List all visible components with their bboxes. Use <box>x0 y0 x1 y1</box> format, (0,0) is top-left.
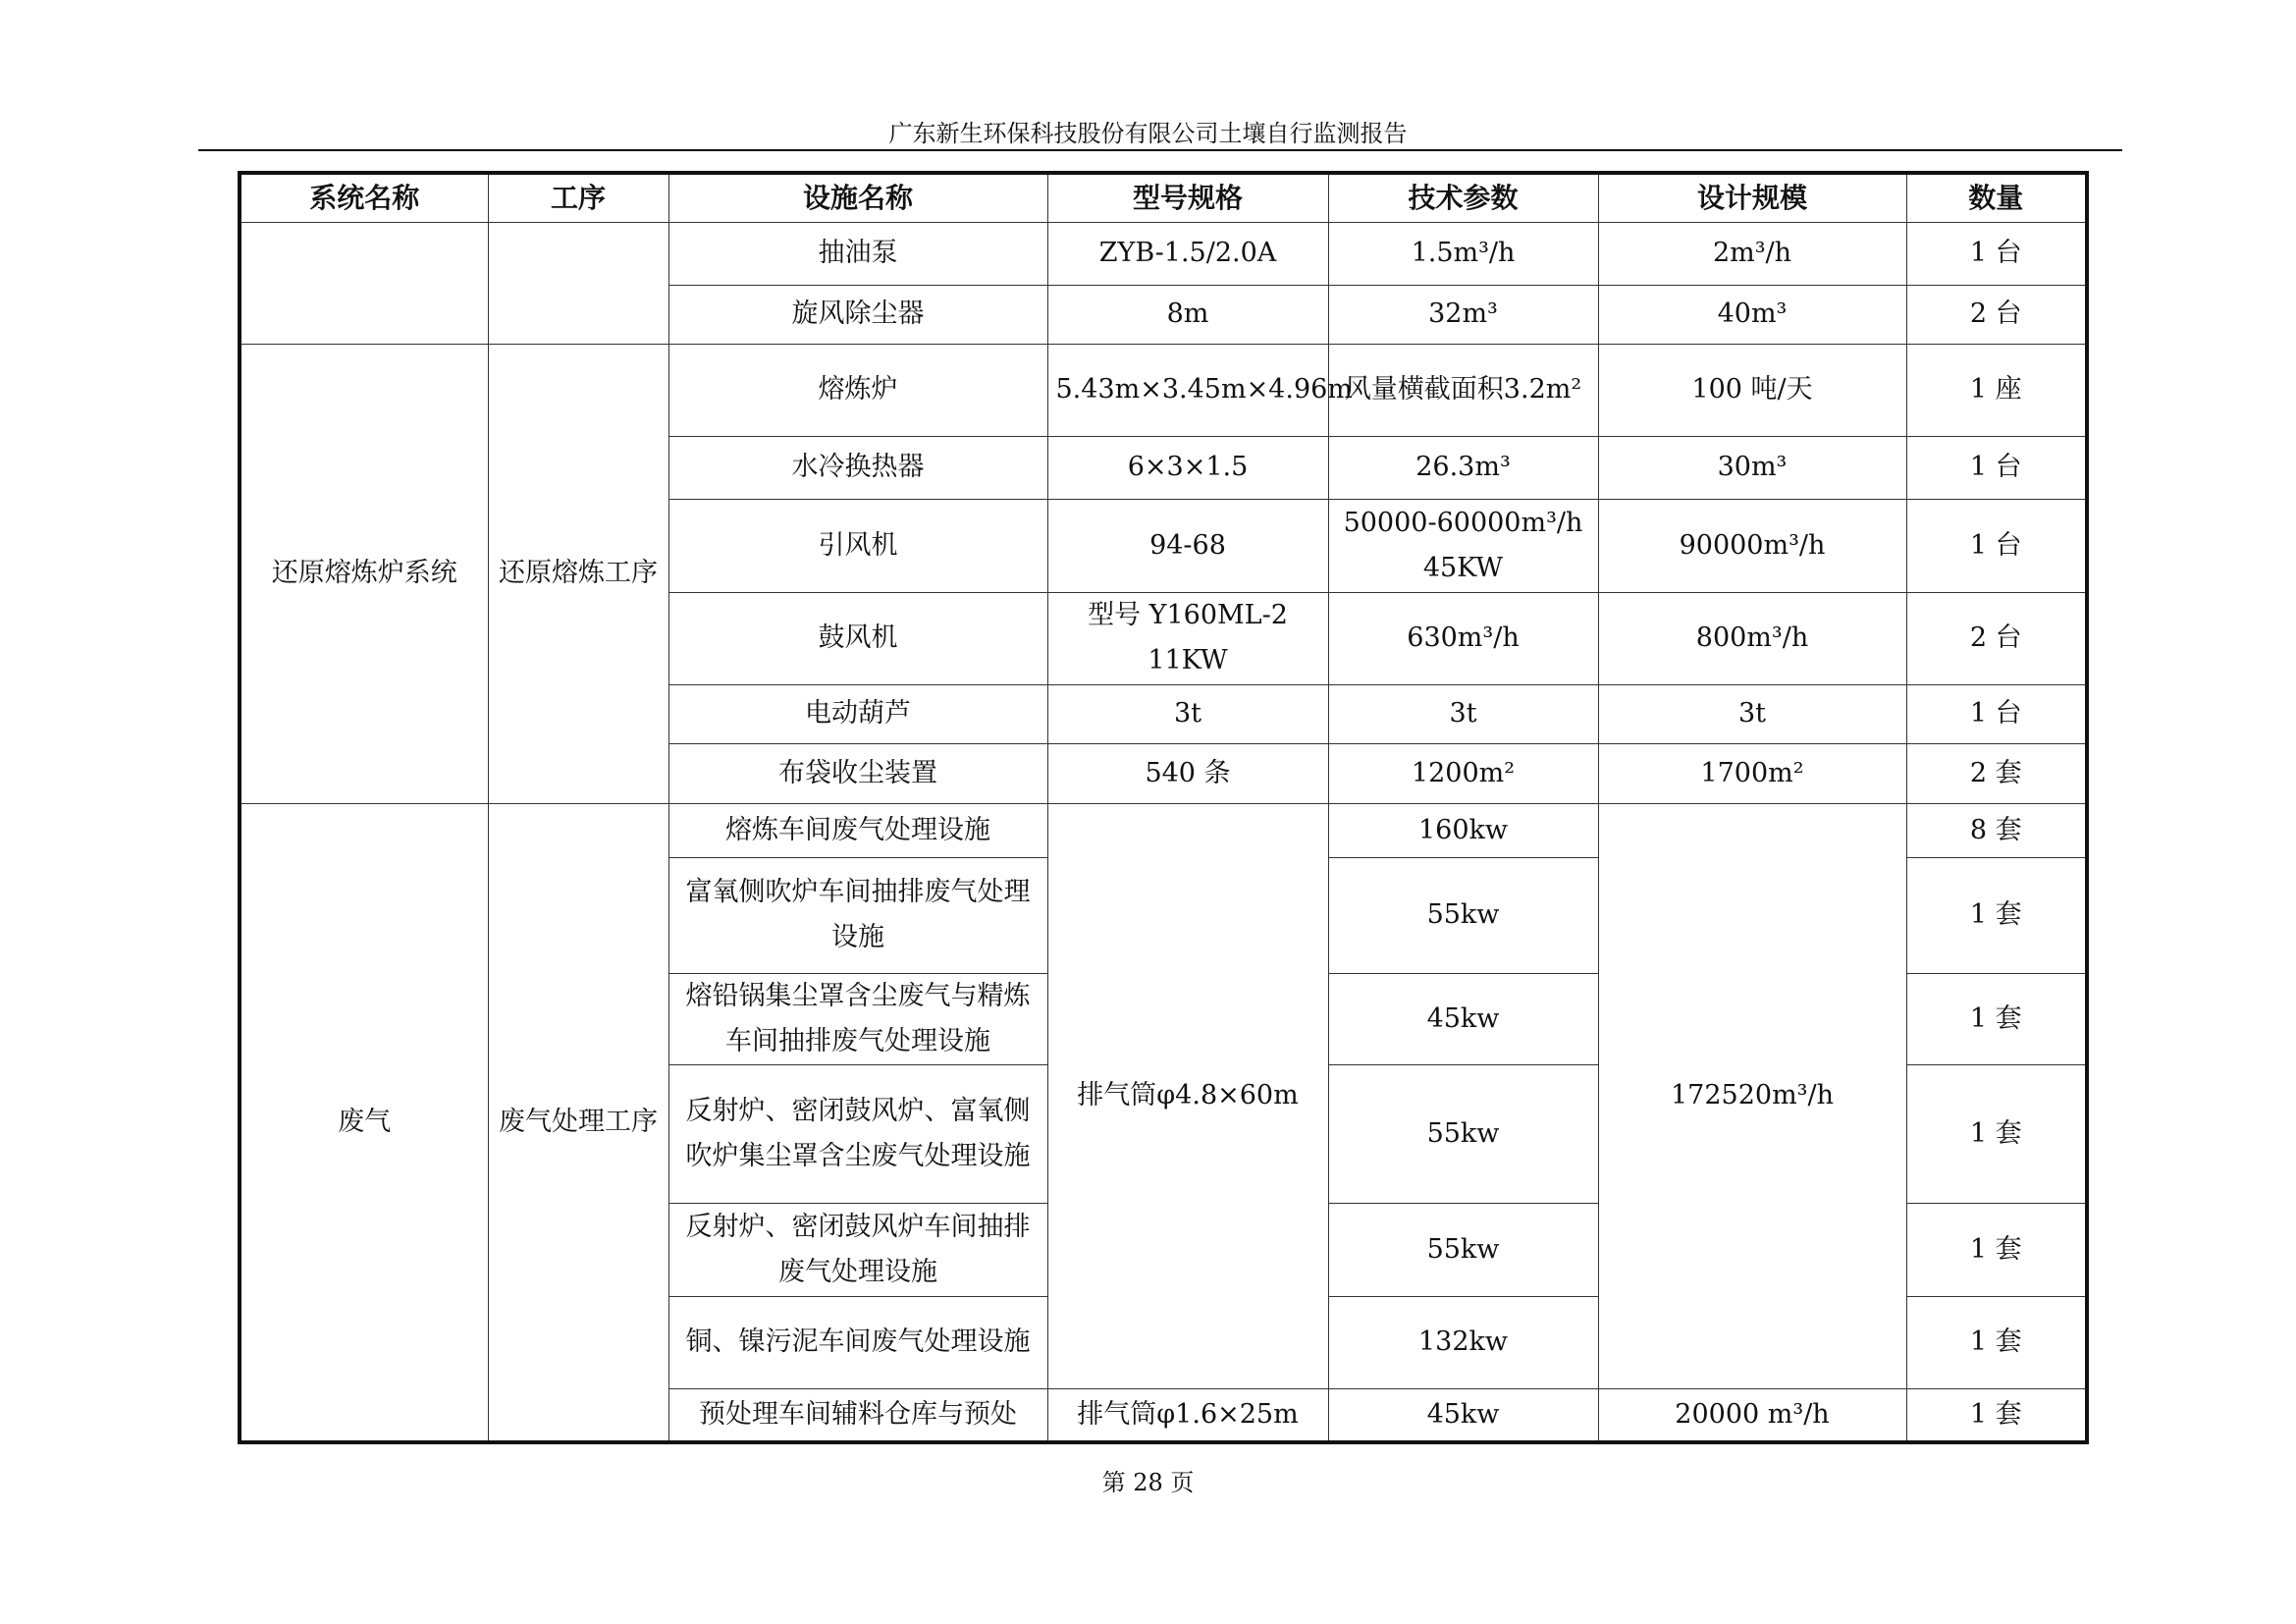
qty-cell: 1 套 <box>1906 1388 2087 1442</box>
facility-cell: 反射炉、密闭鼓风炉、富氧侧吹炉集尘罩含尘废气处理设施 <box>668 1064 1047 1203</box>
qty-cell: 1 套 <box>1906 1064 2087 1203</box>
param-cell: 26.3m³ <box>1328 436 1598 499</box>
qty-cell: 1 套 <box>1906 973 2087 1064</box>
qty-cell: 1 套 <box>1906 1296 2087 1388</box>
qty-cell: 1 台 <box>1906 499 2087 592</box>
scale-cell: 90000m³/h <box>1598 499 1906 592</box>
equipment-table <box>238 171 2089 1444</box>
scale-cell: 40m³ <box>1598 285 1906 344</box>
param-cell: 50000-60000m³/h 45KW <box>1328 499 1598 592</box>
param-cell: 3t <box>1328 684 1598 743</box>
model-cell: 6×3×1.5 <box>1047 436 1328 499</box>
page-number: 第 28 页 <box>1101 1469 1195 1496</box>
param-cell: 55kw <box>1328 857 1598 973</box>
col-header: 型号规格 <box>1047 173 1328 222</box>
facility-cell: 铜、镍污泥车间废气处理设施 <box>668 1296 1047 1388</box>
table-row <box>240 344 2087 436</box>
qty-cell: 2 台 <box>1906 285 2087 344</box>
system-cell: 废气 <box>240 803 488 1442</box>
param-cell: 630m³/h <box>1328 592 1598 684</box>
model-cell: 94-68 <box>1047 499 1328 592</box>
facility-cell: 富氧侧吹炉车间抽排废气处理设施 <box>668 857 1047 973</box>
system-cell: 还原熔炼炉系统 <box>240 344 488 803</box>
col-header: 设施名称 <box>668 173 1047 222</box>
qty-cell: 1 座 <box>1906 344 2087 436</box>
model-cell: 3t <box>1047 684 1328 743</box>
qty-cell: 2 台 <box>1906 592 2087 684</box>
col-header: 设计规模 <box>1598 173 1906 222</box>
model-cell: 5.43m×3.45m×4.96m <box>1047 344 1328 436</box>
facility-cell: 引风机 <box>668 499 1047 592</box>
col-header: 数量 <box>1906 173 2087 222</box>
facility-cell: 抽油泵 <box>668 222 1047 285</box>
process-cell: 还原熔炼工序 <box>488 344 668 803</box>
qty-cell: 1 台 <box>1906 222 2087 285</box>
facility-cell: 水冷换热器 <box>668 436 1047 499</box>
param-cell: 160kw <box>1328 803 1598 857</box>
qty-cell: 8 套 <box>1906 803 2087 857</box>
model-cell: 8m <box>1047 285 1328 344</box>
model-cell: 排气筒φ1.6×25m <box>1047 1388 1328 1442</box>
scale-cell: 20000 m³/h <box>1598 1388 1906 1442</box>
col-header: 工序 <box>488 173 668 222</box>
process-cell <box>488 222 668 344</box>
scale-cell: 30m³ <box>1598 436 1906 499</box>
facility-cell: 鼓风机 <box>668 592 1047 684</box>
model-cell: 540 条 <box>1047 743 1328 803</box>
qty-cell: 2 套 <box>1906 743 2087 803</box>
facility-cell: 电动葫芦 <box>668 684 1047 743</box>
facility-cell: 熔炼炉 <box>668 344 1047 436</box>
scale-cell: 100 吨/天 <box>1598 344 1906 436</box>
facility-cell: 反射炉、密闭鼓风炉车间抽排废气处理设施 <box>668 1203 1047 1296</box>
scale-cell: 172520m³/h <box>1598 803 1906 1388</box>
table-row <box>240 222 2087 285</box>
param-cell: 风量横截面积3.2m² <box>1328 344 1598 436</box>
scale-cell: 3t <box>1598 684 1906 743</box>
scale-cell: 800m³/h <box>1598 592 1906 684</box>
param-cell: 1200m² <box>1328 743 1598 803</box>
system-cell <box>240 222 488 344</box>
model-cell: ZYB-1.5/2.0A <box>1047 222 1328 285</box>
process-cell: 废气处理工序 <box>488 803 668 1442</box>
qty-cell: 1 台 <box>1906 684 2087 743</box>
param-cell: 45kw <box>1328 1388 1598 1442</box>
col-header: 技术参数 <box>1328 173 1598 222</box>
facility-cell: 旋风除尘器 <box>668 285 1047 344</box>
param-cell: 132kw <box>1328 1296 1598 1388</box>
param-cell: 55kw <box>1328 1203 1598 1296</box>
scale-cell: 2m³/h <box>1598 222 1906 285</box>
param-cell: 1.5m³/h <box>1328 222 1598 285</box>
param-cell: 55kw <box>1328 1064 1598 1203</box>
model-cell: 排气筒φ4.8×60m <box>1047 803 1328 1388</box>
facility-cell: 熔炼车间废气处理设施 <box>668 803 1047 857</box>
facility-cell: 布袋收尘装置 <box>668 743 1047 803</box>
scale-cell: 1700m² <box>1598 743 1906 803</box>
qty-cell: 1 套 <box>1906 1203 2087 1296</box>
header-divider <box>198 149 2122 151</box>
facility-cell: 熔铅锅集尘罩含尘废气与精炼车间抽排废气处理设施 <box>668 973 1047 1064</box>
param-cell: 32m³ <box>1328 285 1598 344</box>
model-cell: 型号 Y160ML-2 11KW <box>1047 592 1328 684</box>
qty-cell: 1 套 <box>1906 857 2087 973</box>
table-header-row <box>240 173 2087 222</box>
col-header: 系统名称 <box>240 173 488 222</box>
facility-cell: 预处理车间辅料仓库与预处 <box>668 1388 1047 1442</box>
qty-cell: 1 台 <box>1906 436 2087 499</box>
table-row <box>240 803 2087 857</box>
param-cell: 45kw <box>1328 973 1598 1064</box>
report-header-title: 广东新生环保科技股份有限公司土壤自行监测报告 <box>888 120 1408 147</box>
